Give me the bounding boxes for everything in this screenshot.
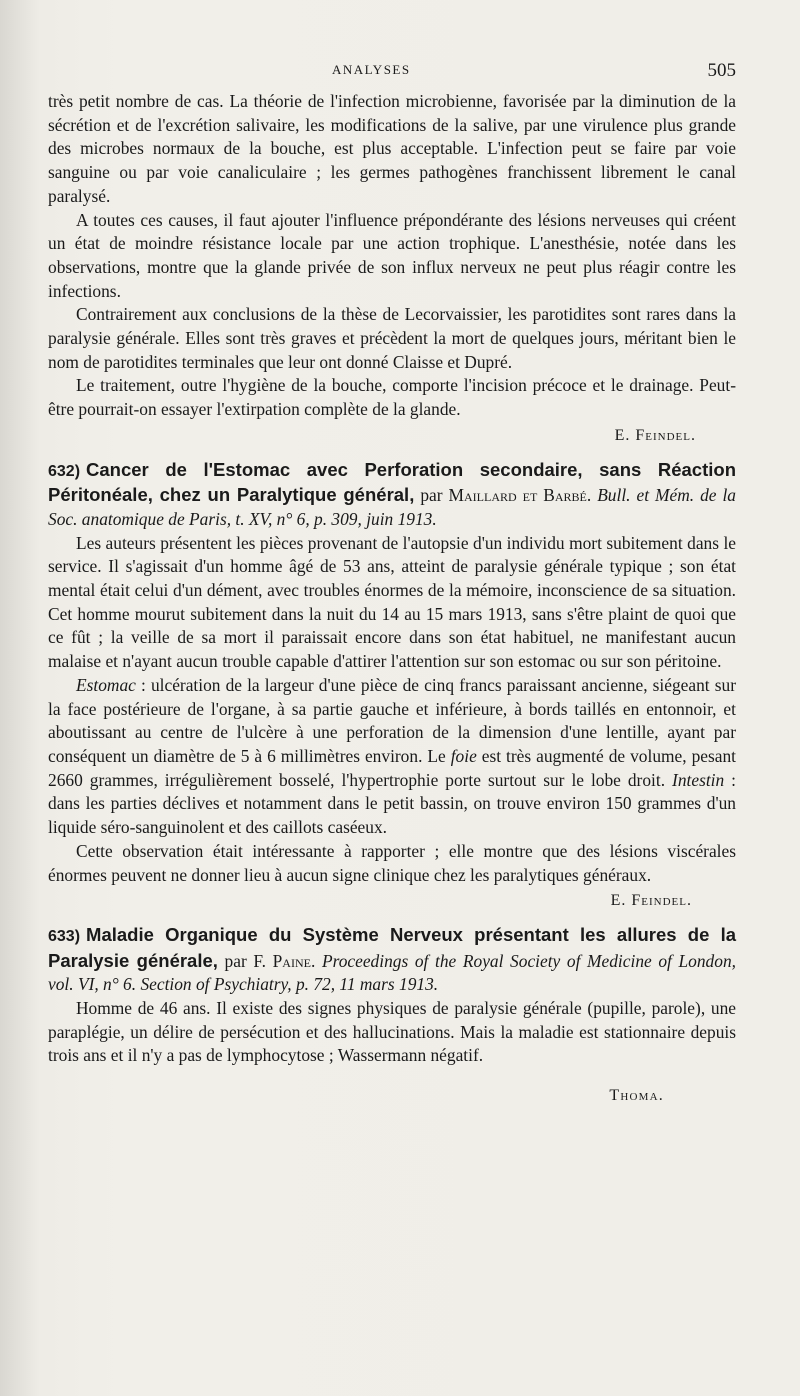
intro-paragraph-2: A toutes ces causes, il faut ajouter l'influence prépondérante des lésions nerveuses qui créent un état de moindre résistance locale par une action trophique. L'anesthésie, notée dans les observations, montre que la glande privée de son influx nerveux ne peut plus réagir contre les infections. [48,209,736,301]
intro-paragraph-3: Contrairement aux conclusions de la thèse de Lecorvaissier, les parotidites sont rares dans la paralysie générale. Elles sont très graves et précèdent la mort de quelques jours, méritant bien le nom de parotidites terminales que leur ont donné Claisse et Dupré. [48,304,736,372]
entry-paragraph-2 [48,674,736,840]
entry-title: Maladie Organique du Système Nerveux présentant les allures de la Paralysie générale, [48,923,736,971]
running-head: ANALYSES [332,62,411,77]
entry-title: Cancer de l'Estomac avec Perforation secondaire, sans Réaction Péritonéale, chez un Paralytique général, [48,458,736,506]
stomach-lead: Estomac [76,674,136,695]
abstract-633 [48,923,736,1108]
entry-source: Bull. et Mém. de la Soc. anatomique de Paris, t. XV, n° 6, p. 309, juin 1913. [48,485,736,529]
intro-section [48,90,736,448]
liver-lead: foie [450,745,477,766]
intestine-lead: Intestin [672,769,725,790]
entry-source: Proceedings of the Royal Society of Medicine of London, vol. VI, n° 6. Section of Psychiatry, p. 72, 11 mars 1913. [48,950,736,995]
intro-paragraph-1: très petit nombre de cas. La théorie de l'infection microbienne, favorisée par la diminution de la sécrétion et de l'excrétion salivaire, les modifications de la salive, par une virulence plus grande des microbes normaux de la bouche, est plus acceptable. L'infection peut se faire par voie sanguine ou par voie canaliculaire ; les germes pathogènes franchissent librement le canal paralysé. [48,91,736,206]
page-header [0,60,800,84]
signature: E. Feindel. [610,892,692,910]
stomach-text: : ulcération de la largeur d'une pièce de cinq francs paraissant ancienne, siégeant sur la face postérieure de l'organe, à sa partie gauche et inférieure, à bords taillés en entonnoir, et aboutissant au centre de l'ulcère à une perforation de la dimension d'une lentille, ayant par conséquent un diamètre de 5 à 6 millimètres environ. Le [48,674,736,766]
by-word: par [224,950,247,971]
by-word: par [420,485,443,506]
intro-paragraph-4: Le traitement, outre l'hygiène de la bouche, comporte l'incision précoce et le drainage. Peut-être pourrait-on essayer l'extirpation complète de la glande. [48,375,736,420]
entry-number: 632) [48,462,81,480]
entry-paragraph-3: Cette observation était intéressante à rapporter ; elle montre que des lésions viscérales énormes peuvent ne donner lieu à aucun signe clinique chez les paralytiques généraux. [48,840,736,885]
page-number: 505 [707,60,736,81]
intestine-text: : dans les parties déclives et notamment dans le petit bassin, on trouve environ 150 grammes d'un liquide séro-sanguinolent et des caillots caséeux. [48,769,736,838]
liver-text: est très augmenté de volume, pesant 2660 grammes, irrégulièrement bosselé, l'hypertrophie porte surtout sur le lobe droit. [48,745,737,790]
entry-heading [48,458,736,532]
entry-paragraph-1: Les auteurs présentent les pièces provenant de l'autopsie d'un individu mort subitement dans le service. Il s'agissait d'un homme âgé de 53 ans, atteint de paralysie générale typique ; son état mental était celui d'un dément, avec troubles énormes de la mémoire, inconscience de sa situation. Cet homme mourut subitement dans la nuit du 14 au 15 mars 1913, sans s'être plaint de quoi que ce fût ; la veille de sa mort il paraissait encore dans son état habituel, ne manifestant aucun malaise et n'ayant aucun trouble capable d'attirer l'attention sur son estomac ou sur son péritoine. [48,532,736,672]
entry-number: 633) [48,927,81,945]
entry-authors: Maillard et Barbé. [448,485,592,506]
page-body [48,90,736,1108]
entry-heading [48,923,736,997]
signature: Thoma. [609,1087,664,1105]
abstract-632 [48,458,736,913]
signature: E. Feindel. [614,426,696,444]
entry-authors: F. Paine. [253,950,316,971]
entry-paragraph: Homme de 46 ans. Il existe des signes physiques de paralysie générale (pupille, parole), une paraplégie, un délire de persécution et des hallucinations. Mais la maladie est stationnaire depuis trois ans et il n'y a pas de lymphocytose ; Wassermann négatif. [48,998,736,1066]
